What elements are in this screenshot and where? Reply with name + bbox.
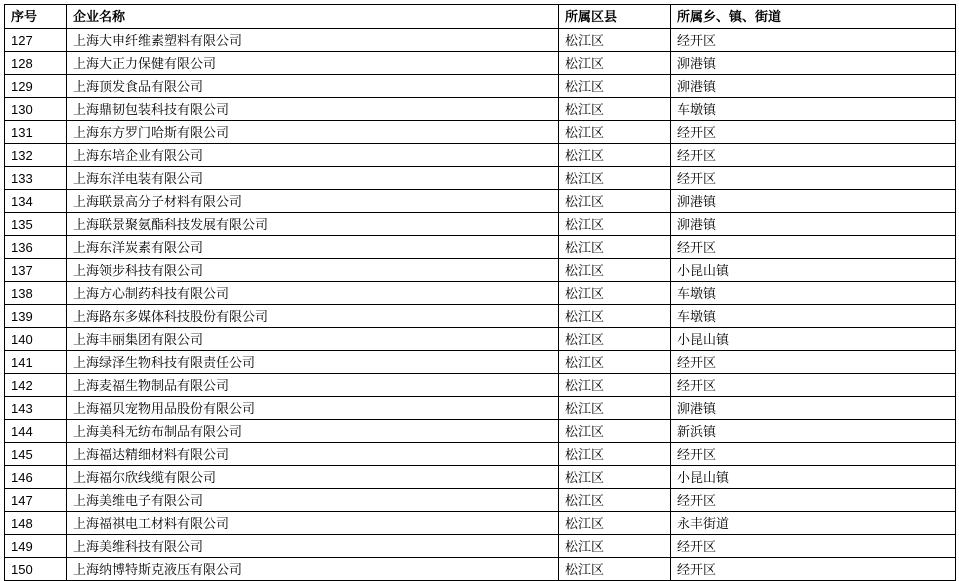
cell-district: 松江区 bbox=[559, 443, 671, 466]
cell-town: 经开区 bbox=[671, 558, 956, 581]
cell-seq: 135 bbox=[5, 213, 67, 236]
table-row bbox=[5, 52, 956, 75]
cell-name: 上海福达精细材料有限公司 bbox=[67, 443, 559, 466]
table-row bbox=[5, 259, 956, 282]
cell-name: 上海路东多媒体科技股份有限公司 bbox=[67, 305, 559, 328]
cell-town: 经开区 bbox=[671, 489, 956, 512]
cell-town: 经开区 bbox=[671, 443, 956, 466]
cell-town: 经开区 bbox=[671, 167, 956, 190]
cell-town: 小昆山镇 bbox=[671, 466, 956, 489]
cell-district: 松江区 bbox=[559, 167, 671, 190]
cell-district: 松江区 bbox=[559, 420, 671, 443]
cell-seq: 139 bbox=[5, 305, 67, 328]
cell-name: 上海鼎韧包装科技有限公司 bbox=[67, 98, 559, 121]
cell-seq: 138 bbox=[5, 282, 67, 305]
cell-district: 松江区 bbox=[559, 98, 671, 121]
cell-town: 经开区 bbox=[671, 236, 956, 259]
cell-district: 松江区 bbox=[559, 282, 671, 305]
table-row bbox=[5, 190, 956, 213]
cell-seq: 132 bbox=[5, 144, 67, 167]
column-header-seq: 序号 bbox=[5, 5, 67, 29]
cell-district: 松江区 bbox=[559, 190, 671, 213]
cell-town: 经开区 bbox=[671, 374, 956, 397]
table-row bbox=[5, 443, 956, 466]
cell-town: 泖港镇 bbox=[671, 52, 956, 75]
cell-name: 上海领步科技有限公司 bbox=[67, 259, 559, 282]
column-header-town: 所属乡、镇、街道 bbox=[671, 5, 956, 29]
cell-seq: 133 bbox=[5, 167, 67, 190]
cell-seq: 137 bbox=[5, 259, 67, 282]
cell-district: 松江区 bbox=[559, 535, 671, 558]
table-row bbox=[5, 512, 956, 535]
cell-town: 车墩镇 bbox=[671, 98, 956, 121]
cell-name: 上海绿泽生物科技有限责任公司 bbox=[67, 351, 559, 374]
cell-seq: 147 bbox=[5, 489, 67, 512]
cell-seq: 127 bbox=[5, 29, 67, 52]
cell-name: 上海美维科技有限公司 bbox=[67, 535, 559, 558]
cell-district: 松江区 bbox=[559, 213, 671, 236]
cell-name: 上海顶发食品有限公司 bbox=[67, 75, 559, 98]
cell-seq: 131 bbox=[5, 121, 67, 144]
cell-seq: 150 bbox=[5, 558, 67, 581]
table-row bbox=[5, 374, 956, 397]
enterprise-table bbox=[4, 4, 956, 581]
cell-name: 上海大正力保健有限公司 bbox=[67, 52, 559, 75]
cell-name: 上海美科无纺布制品有限公司 bbox=[67, 420, 559, 443]
table-row bbox=[5, 305, 956, 328]
table-row bbox=[5, 328, 956, 351]
table-row bbox=[5, 75, 956, 98]
column-header-district: 所属区县 bbox=[559, 5, 671, 29]
cell-seq: 134 bbox=[5, 190, 67, 213]
cell-seq: 142 bbox=[5, 374, 67, 397]
cell-district: 松江区 bbox=[559, 351, 671, 374]
cell-district: 松江区 bbox=[559, 236, 671, 259]
column-header-name: 企业名称 bbox=[67, 5, 559, 29]
cell-town: 泖港镇 bbox=[671, 213, 956, 236]
cell-town: 小昆山镇 bbox=[671, 259, 956, 282]
cell-town: 经开区 bbox=[671, 29, 956, 52]
cell-name: 上海东洋炭素有限公司 bbox=[67, 236, 559, 259]
cell-district: 松江区 bbox=[559, 121, 671, 144]
cell-name: 上海东洋电装有限公司 bbox=[67, 167, 559, 190]
table-row bbox=[5, 351, 956, 374]
cell-town: 泖港镇 bbox=[671, 190, 956, 213]
table-row bbox=[5, 121, 956, 144]
cell-district: 松江区 bbox=[559, 466, 671, 489]
table-row bbox=[5, 558, 956, 581]
cell-town: 车墩镇 bbox=[671, 282, 956, 305]
table-header bbox=[5, 5, 956, 29]
cell-district: 松江区 bbox=[559, 29, 671, 52]
table-row bbox=[5, 167, 956, 190]
cell-town: 泖港镇 bbox=[671, 397, 956, 420]
cell-name: 上海福尔欣线缆有限公司 bbox=[67, 466, 559, 489]
cell-name: 上海美维电子有限公司 bbox=[67, 489, 559, 512]
cell-town: 小昆山镇 bbox=[671, 328, 956, 351]
table-row bbox=[5, 282, 956, 305]
cell-town: 经开区 bbox=[671, 144, 956, 167]
cell-seq: 129 bbox=[5, 75, 67, 98]
cell-seq: 141 bbox=[5, 351, 67, 374]
cell-name: 上海福贝宠物用品股份有限公司 bbox=[67, 397, 559, 420]
cell-name: 上海联景聚氨酯科技发展有限公司 bbox=[67, 213, 559, 236]
table-row bbox=[5, 489, 956, 512]
table-row bbox=[5, 466, 956, 489]
cell-district: 松江区 bbox=[559, 305, 671, 328]
cell-district: 松江区 bbox=[559, 489, 671, 512]
cell-town: 新浜镇 bbox=[671, 420, 956, 443]
cell-seq: 136 bbox=[5, 236, 67, 259]
cell-district: 松江区 bbox=[559, 328, 671, 351]
cell-name: 上海麦福生物制品有限公司 bbox=[67, 374, 559, 397]
table-header-row bbox=[5, 5, 956, 29]
cell-district: 松江区 bbox=[559, 558, 671, 581]
cell-seq: 145 bbox=[5, 443, 67, 466]
table-row bbox=[5, 213, 956, 236]
cell-town: 永丰街道 bbox=[671, 512, 956, 535]
cell-town: 经开区 bbox=[671, 121, 956, 144]
table-row bbox=[5, 98, 956, 121]
cell-name: 上海东培企业有限公司 bbox=[67, 144, 559, 167]
cell-district: 松江区 bbox=[559, 52, 671, 75]
cell-seq: 140 bbox=[5, 328, 67, 351]
cell-seq: 130 bbox=[5, 98, 67, 121]
cell-seq: 146 bbox=[5, 466, 67, 489]
cell-town: 泖港镇 bbox=[671, 75, 956, 98]
table-body bbox=[5, 29, 956, 581]
cell-name: 上海福祺电工材料有限公司 bbox=[67, 512, 559, 535]
cell-district: 松江区 bbox=[559, 144, 671, 167]
cell-seq: 149 bbox=[5, 535, 67, 558]
cell-name: 上海丰丽集团有限公司 bbox=[67, 328, 559, 351]
cell-district: 松江区 bbox=[559, 512, 671, 535]
cell-name: 上海东方罗门哈斯有限公司 bbox=[67, 121, 559, 144]
cell-name: 上海大申纤维素塑料有限公司 bbox=[67, 29, 559, 52]
cell-district: 松江区 bbox=[559, 75, 671, 98]
cell-district: 松江区 bbox=[559, 259, 671, 282]
table-row bbox=[5, 397, 956, 420]
table-row bbox=[5, 420, 956, 443]
cell-name: 上海方心制药科技有限公司 bbox=[67, 282, 559, 305]
cell-town: 经开区 bbox=[671, 351, 956, 374]
cell-town: 经开区 bbox=[671, 535, 956, 558]
cell-district: 松江区 bbox=[559, 374, 671, 397]
cell-seq: 148 bbox=[5, 512, 67, 535]
cell-seq: 144 bbox=[5, 420, 67, 443]
table-row bbox=[5, 236, 956, 259]
cell-seq: 128 bbox=[5, 52, 67, 75]
table-row bbox=[5, 144, 956, 167]
cell-seq: 143 bbox=[5, 397, 67, 420]
cell-district: 松江区 bbox=[559, 397, 671, 420]
cell-town: 车墩镇 bbox=[671, 305, 956, 328]
table-row bbox=[5, 535, 956, 558]
table-row bbox=[5, 29, 956, 52]
cell-name: 上海纳博特斯克液压有限公司 bbox=[67, 558, 559, 581]
cell-name: 上海联景高分子材料有限公司 bbox=[67, 190, 559, 213]
